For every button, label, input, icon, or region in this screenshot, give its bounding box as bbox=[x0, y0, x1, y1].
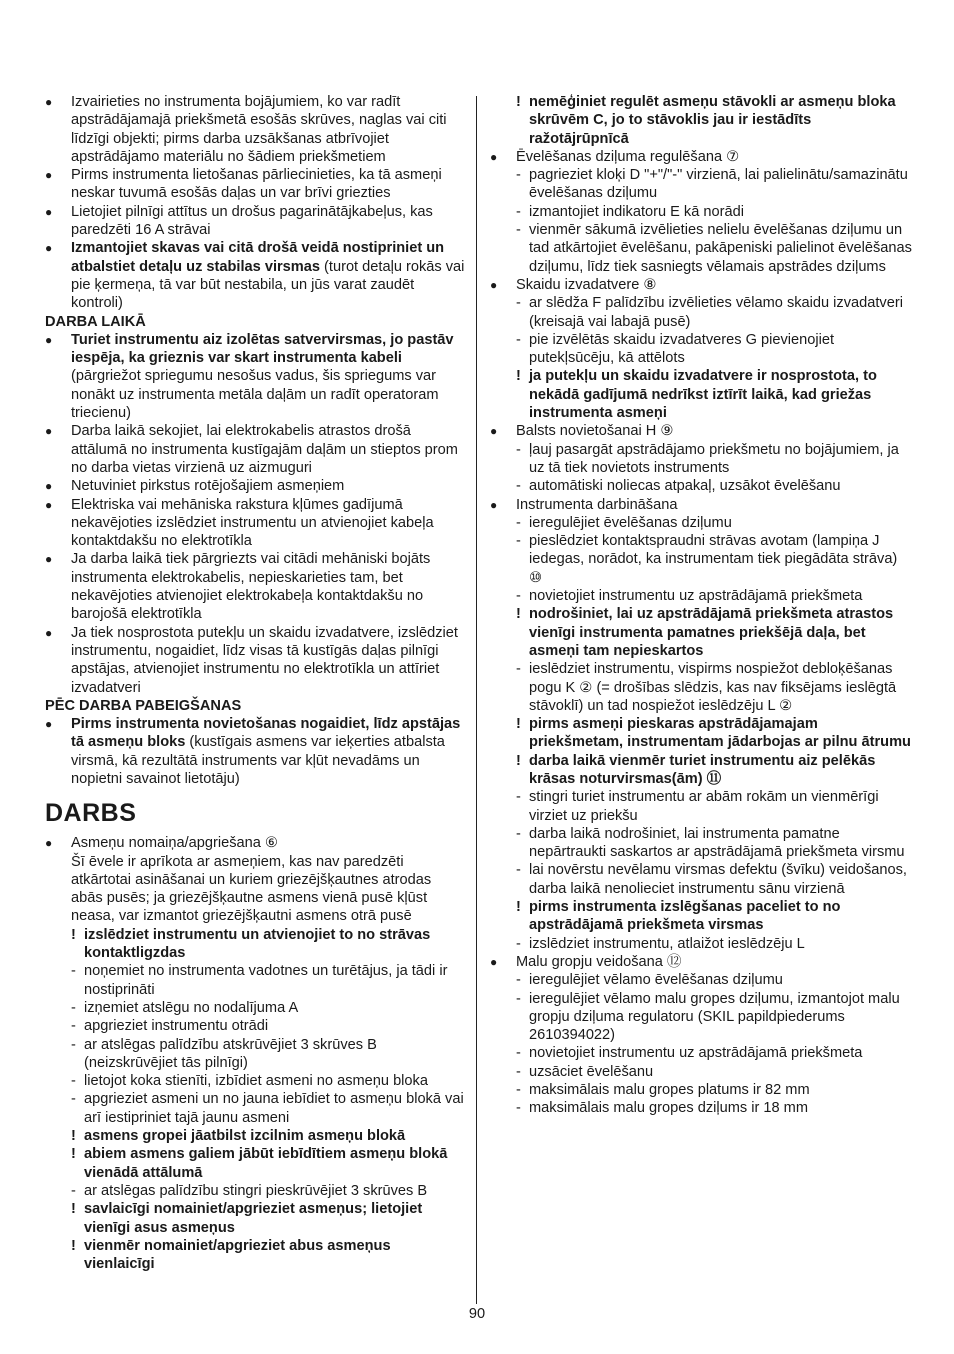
list-item: ● Elektriska vai mehāniska rakstura kļūmes gadījumā nekavējoties izslēdziet instrumentu un atvienojiet kabeļa kontaktdakšu no elektrotīkla bbox=[45, 496, 434, 550]
step-text: apgrieziet asmeni un no jauna iebīdiet to asmeņu blokā vai arī iestipriniet tajā jaunu asmeni bbox=[84, 1091, 464, 1126]
bullet-icon: ● bbox=[45, 625, 53, 640]
step-text: novietojiet instrumentu uz apstrādājamā priekšmeta bbox=[529, 1045, 863, 1062]
step-item bbox=[516, 203, 912, 221]
step-text: maksimālais malu gropes platums ir 82 mm bbox=[529, 1082, 810, 1099]
list-item: ● Pirms instrumenta lietošanas pārliecinieties, ka tā asmeņi neskar tuvumā esošās daļas un var brīvi griezties bbox=[45, 167, 442, 202]
exclamation-icon: ! bbox=[71, 926, 76, 943]
step-text: ieslēdziet instrumentu, vispirms nospiežot debloķēšanas pogu K ② (= drošības slēdzis, kas nav fiksējams ieslēgtā stāvoklī) un tad nospiežot ieslēdzēju L ② bbox=[529, 661, 897, 714]
warning-item bbox=[516, 715, 912, 752]
dash-icon: - bbox=[516, 972, 521, 989]
step-text: uzsāciet ēvelēšanu bbox=[529, 1063, 654, 1080]
list-item: ● Turiet instrumentu aiz izolētas satvervirsmas, jo pastāv iespēja, ka grieznis var skart instrumenta kabeli (pārgriežot spriegumu nesošus vadus, šis spriegums var nonākt uz instrumenta metāla daļām un radīt operatoram triecienu) bbox=[45, 331, 454, 422]
list-item: ● Pirms instrumenta novietošanas nogaidiet, līdz apstājas tā asmeņu bloks (kustīgais asmens var ieķerties atbalsta virsmā, kā rezultātā instruments var kļūt nevadāms un nopietni savainot lietotāju) bbox=[45, 716, 461, 787]
exclamation-icon: ! bbox=[516, 606, 521, 623]
list-item: ● Lietojiet pilnīgi attītus un drošus pagarinātājkabeļus, kas paredzēti 16 A strāvai bbox=[45, 203, 433, 239]
dash-icon: - bbox=[516, 789, 521, 806]
list-item: ● Malu gropju veidošana ⑫ bbox=[490, 953, 682, 970]
step-text: darba laikā vienmēr turiet instrumentu aiz pelēkās krāsas noturvirsmas(ām) ⑪ bbox=[529, 752, 876, 787]
step-text: lietojot koka stienīti, izbīdiet asmeni no asmeņu bloka bbox=[84, 1073, 428, 1090]
dash-icon: - bbox=[516, 167, 521, 184]
warning-item bbox=[71, 926, 465, 963]
list-item: ● Instrumenta darbināšana bbox=[490, 496, 678, 513]
list-item: ● Darba laikā sekojiet, lai elektrokabelis atrastos drošā attālumā no instrumenta kustīgajām daļām un stieptos prom no darba vietas virzienā uz aizmuguri bbox=[45, 423, 458, 476]
step-text: automātiski noliecas atpakaļ, uzsākot ēvelēšanu bbox=[529, 478, 841, 495]
depth-steps-list bbox=[516, 166, 912, 276]
dash-icon: - bbox=[516, 478, 521, 495]
list-item: ● Izmantojiet skavas vai citā drošā veidā nostipriniet un atbalstiet detaļu uz stabilas virsmas (turot detaļu rokās vai pie ķermeņa, tā var būt nestabila, un jūs varat zaudēt kontroli) bbox=[45, 240, 465, 312]
exclamation-icon: ! bbox=[516, 899, 521, 916]
dash-icon: - bbox=[516, 825, 521, 842]
warning-item bbox=[516, 605, 912, 660]
right-column bbox=[490, 93, 912, 1118]
step-item bbox=[516, 532, 912, 587]
warning-item bbox=[71, 1145, 465, 1182]
bullet-icon: ● bbox=[45, 204, 53, 219]
dash-icon: - bbox=[71, 1073, 76, 1090]
dash-icon: - bbox=[71, 1182, 76, 1199]
step-text: ja putekļu un skaidu izvadatvere ir nosprostota, to nekādā gadījumā nedrīkst iztīrīt laikā, kad griežas instrumenta asmeņi bbox=[529, 368, 877, 422]
step-text: ar atslēgas palīdzību atskrūvējiet 3 skrūves B (neizskrūvējiet tās pilnīgi) bbox=[84, 1036, 377, 1071]
column-divider bbox=[476, 96, 477, 1304]
exclamation-icon: ! bbox=[71, 1237, 76, 1254]
step-text: pagrieziet kloķi D "+"/"-" virzienā, lai palielinātu/samazinātu ēvelēšanas dziļumu bbox=[529, 167, 908, 202]
step-text: maksimālais malu gropes dziļums ir 18 mm bbox=[529, 1100, 808, 1117]
step-item bbox=[516, 990, 912, 1045]
left-column bbox=[45, 93, 465, 1273]
step-text: ar slēdža F palīdzību izvēlieties vēlamo skaidu izvadatveri (kreisajā vai labajā pusē) bbox=[529, 295, 903, 330]
bullet-icon: ● bbox=[45, 479, 53, 494]
paragraph: Šī ēvele ir aprīkota ar asmeņiem, kas nav paredzēti atkārtotai asināšanai un kuriem griezējšķautnes atrodas abās pusēs; ja griezējšķautne asmens vienā pusē kļūst neasa, var izmantot griezējšķautni asmens otrā pusē bbox=[71, 853, 432, 925]
list-item: ● Asmeņu nomaiņa/apgriešana ⑥ bbox=[45, 835, 278, 852]
step-item bbox=[71, 1036, 465, 1073]
step-item bbox=[516, 788, 912, 825]
dash-icon: - bbox=[516, 862, 521, 879]
step-text: ieregulējiet vēlamo malu gropes dziļumu, izmantojot malu gropju dziļuma regulatoru (SKIL papildpiederums 2610394022) bbox=[529, 990, 900, 1044]
step-item bbox=[71, 1090, 465, 1127]
step-text: abiem asmens galiem jābūt iebīdītiem asmeņu blokā vienādā attālumā bbox=[84, 1146, 448, 1181]
step-item bbox=[516, 587, 912, 605]
dash-icon: - bbox=[516, 588, 521, 605]
list-item: ● Ja darba laikā tiek pārgriezts vai citādi mehāniski bojāts instrumenta elektrokabelis, nepieskarieties tam, bet nekavējoties atvienojiet elektrokabeļa kontaktdakšu no barojošā elektrotīkla bbox=[45, 551, 431, 623]
step-text: ieregulējiet ēvelēšanas dziļumu bbox=[529, 514, 732, 531]
step-item bbox=[516, 660, 912, 715]
dash-icon: - bbox=[516, 661, 521, 678]
step-text: izslēdziet instrumentu un atvienojiet to no strāvas kontaktligzdas bbox=[84, 926, 431, 962]
step-item bbox=[516, 971, 912, 989]
step-text: stingri turiet instrumentu ar abām rokām un vienmērīgi virziet uz priekšu bbox=[529, 789, 879, 824]
step-text: apgrieziet instrumentu otrādi bbox=[84, 1018, 269, 1035]
step-text: izslēdziet instrumentu, atlaižot ieslēdzēju L bbox=[529, 935, 805, 952]
dash-icon: - bbox=[516, 1045, 521, 1062]
step-item bbox=[71, 999, 465, 1017]
bullet-icon: ● bbox=[490, 149, 498, 164]
step-text: nodrošiniet, lai uz apstrādājamā priekšmeta atrastos vienīgi instrumenta pamatnes priekšējā daļa, bet asmeņi tam nepieskartos bbox=[529, 606, 894, 659]
dash-icon: - bbox=[71, 999, 76, 1016]
step-text: pirms asmeņi pieskaras apstrādājamajam priekšmetam, instrumentam jādarbojas ar pilnu ātrumu bbox=[529, 716, 911, 751]
section-heading-after: PĒC DARBA PABEIGŠANAS bbox=[45, 697, 242, 714]
step-item bbox=[71, 1072, 465, 1090]
dash-icon: - bbox=[71, 1018, 76, 1035]
warning-item: ! nemēģiniet regulēt asmeņu stāvokli ar asmeņu bloka skrūvēm C, jo to stāvoklis jau ir iestādīts ražotājrūpnīcā bbox=[516, 94, 896, 147]
bullet-icon: ● bbox=[45, 168, 53, 183]
step-item bbox=[516, 935, 912, 953]
bullet-icon: ● bbox=[45, 95, 53, 109]
step-item bbox=[71, 962, 465, 999]
dash-icon: - bbox=[71, 963, 76, 980]
page-number: 90 bbox=[468, 1306, 486, 1322]
bullet-icon: ● bbox=[45, 424, 53, 439]
warning-item bbox=[516, 752, 912, 789]
step-item bbox=[516, 1099, 912, 1117]
step-item bbox=[516, 1044, 912, 1062]
step-item bbox=[71, 1017, 465, 1035]
step-text: ar atslēgas palīdzību stingri pieskrūvējiet 3 skrūves B bbox=[84, 1182, 428, 1199]
exclamation-icon: ! bbox=[71, 1146, 76, 1163]
step-item bbox=[516, 825, 912, 862]
step-item bbox=[516, 166, 912, 203]
dash-icon: - bbox=[516, 1082, 521, 1099]
dash-icon: - bbox=[516, 935, 521, 952]
step-text: vienmēr sākumā izvēlieties nelielu ēvelēšanas dziļumu un tad atkārtojiet ēvelēšanu, pakāpeniski palielinot ēvelēšanas dziļumu, līdz tiek sasniegts vēlamais apstrādes dziļums bbox=[529, 222, 912, 275]
step-item bbox=[516, 1081, 912, 1099]
dash-icon: - bbox=[516, 990, 521, 1007]
step-text: lai novērstu nevēlamu virsmas defektu (švīku) veidošanos, darba laikā nenolieciet instrumentu sānu virzienā bbox=[529, 862, 907, 897]
exclamation-icon: ! bbox=[516, 94, 521, 110]
exclamation-icon: ! bbox=[516, 752, 521, 769]
bullet-icon: ● bbox=[45, 332, 53, 347]
step-text: izņemiet atslēgu no nodalījuma A bbox=[84, 999, 299, 1016]
step-text: pie izvēlētās skaidu izvadatveres G pievienojiet putekļsūcēju, kā attēlots bbox=[529, 331, 835, 367]
step-text: vienmēr nomainiet/apgrieziet abus asmeņus vienlaicīgi bbox=[84, 1237, 391, 1273]
exclamation-icon: ! bbox=[516, 716, 521, 733]
bullet-icon: ● bbox=[45, 552, 53, 567]
step-text: pirms instrumenta izslēgšanas paceliet to no apstrādājamā priekšmeta virsmas bbox=[529, 899, 841, 934]
section-title: DARBS bbox=[45, 799, 137, 828]
step-item bbox=[71, 1182, 465, 1200]
operation-steps-list bbox=[516, 514, 912, 953]
step-text: ļauj pasargāt apstrādājamo priekšmetu no bojājumiem, ja uz tā tiek novietots instruments bbox=[529, 441, 899, 476]
step-text: pieslēdziet kontaktspraudni strāvas avotam (lampiņa J iedegas, norādot, ka instrumentam tiek piegādāta strāva) ⑩ bbox=[529, 533, 898, 586]
step-text: noņemiet no instrumenta vadotnes un turētājus, ja tādi ir nostiprināti bbox=[84, 963, 448, 998]
bullet-icon: ● bbox=[45, 497, 53, 512]
list-item: ● Izvairieties no instrumenta bojājumiem, ko var radīt apstrādājamajā priekšmetā esošās skrūves, naglas vai citi līdzīgi objekti; pirms darba uzsākšanas atbrīvojiet apstrādājamo materiālu no šādiem priekšmetiem bbox=[45, 94, 447, 165]
exclamation-icon: ! bbox=[71, 1201, 76, 1218]
step-item bbox=[516, 331, 912, 368]
warning-item bbox=[516, 898, 912, 935]
step-item bbox=[516, 477, 912, 495]
blade-steps-list bbox=[71, 926, 465, 1274]
dash-icon: - bbox=[71, 1036, 76, 1053]
warning-item bbox=[71, 1200, 465, 1237]
chip-steps-list bbox=[516, 294, 912, 422]
dash-icon: - bbox=[516, 441, 521, 458]
step-item bbox=[516, 441, 912, 478]
step-item bbox=[516, 294, 912, 331]
bullet-icon: ● bbox=[45, 241, 53, 256]
step-item bbox=[516, 514, 912, 532]
step-item bbox=[516, 861, 912, 898]
step-text: savlaicīgi nomainiet/apgrieziet asmeņus; lietojiet vienīgi asus asmeņus bbox=[84, 1201, 423, 1236]
bullet-icon: ● bbox=[45, 717, 53, 732]
bullet-icon: ● bbox=[490, 954, 498, 969]
list-item: ● Netuviniet pirkstus rotējošajiem asmeņiem bbox=[45, 478, 345, 495]
list-item: ● Ja tiek nosprostota putekļu un skaidu izvadatvere, izslēdziet instrumentu, nogaidiet, līdz visas tā kustīgās daļas pilnīgi apstājas, atvienojiet instrumentu no elektrotīkla un attīriet izvadatveri bbox=[45, 624, 458, 696]
exclamation-icon: ! bbox=[71, 1128, 76, 1145]
dash-icon: - bbox=[516, 203, 521, 220]
bullet-icon: ● bbox=[45, 836, 53, 851]
exclamation-icon: ! bbox=[516, 368, 521, 385]
bullet-icon: ● bbox=[490, 497, 498, 512]
warning-item bbox=[71, 1127, 465, 1145]
dash-icon: - bbox=[516, 1100, 521, 1117]
bullet-icon: ● bbox=[490, 277, 498, 292]
dash-icon: - bbox=[516, 514, 521, 531]
section-heading-during: DARBA LAIKĀ bbox=[45, 313, 146, 330]
dash-icon: - bbox=[516, 1063, 521, 1080]
dash-icon: - bbox=[516, 295, 521, 312]
dash-icon: - bbox=[71, 1091, 76, 1108]
list-item: ● Ēvelēšanas dziļuma regulēšana ⑦ bbox=[490, 148, 740, 165]
dash-icon: - bbox=[516, 222, 521, 239]
warning-item bbox=[71, 1237, 465, 1274]
stand-steps-list bbox=[516, 441, 912, 496]
list-item: ● Balsts novietošanai H ⑨ bbox=[490, 423, 674, 440]
step-text: novietojiet instrumentu uz apstrādājamā priekšmeta bbox=[529, 588, 863, 605]
bullet-icon: ● bbox=[490, 424, 498, 439]
warning-item bbox=[516, 367, 912, 422]
step-item bbox=[516, 221, 912, 276]
list-item: ● Skaidu izvadatvere ⑧ bbox=[490, 276, 657, 293]
step-text: asmens gropei jāatbilst izcilnim asmeņu blokā bbox=[84, 1128, 406, 1145]
rebate-steps-list bbox=[516, 971, 912, 1117]
dash-icon: - bbox=[516, 533, 521, 550]
step-item bbox=[516, 1063, 912, 1081]
dash-icon: - bbox=[516, 331, 521, 348]
step-text: darba laikā nodrošiniet, lai instrumenta pamatne nepārtraukti saskartos ar apstrādājamā priekšmeta virsmu bbox=[529, 825, 905, 861]
step-text: ieregulējiet vēlamo ēvelēšanas dziļumu bbox=[529, 972, 783, 989]
step-text: izmantojiet indikatoru E kā norādi bbox=[529, 203, 744, 220]
